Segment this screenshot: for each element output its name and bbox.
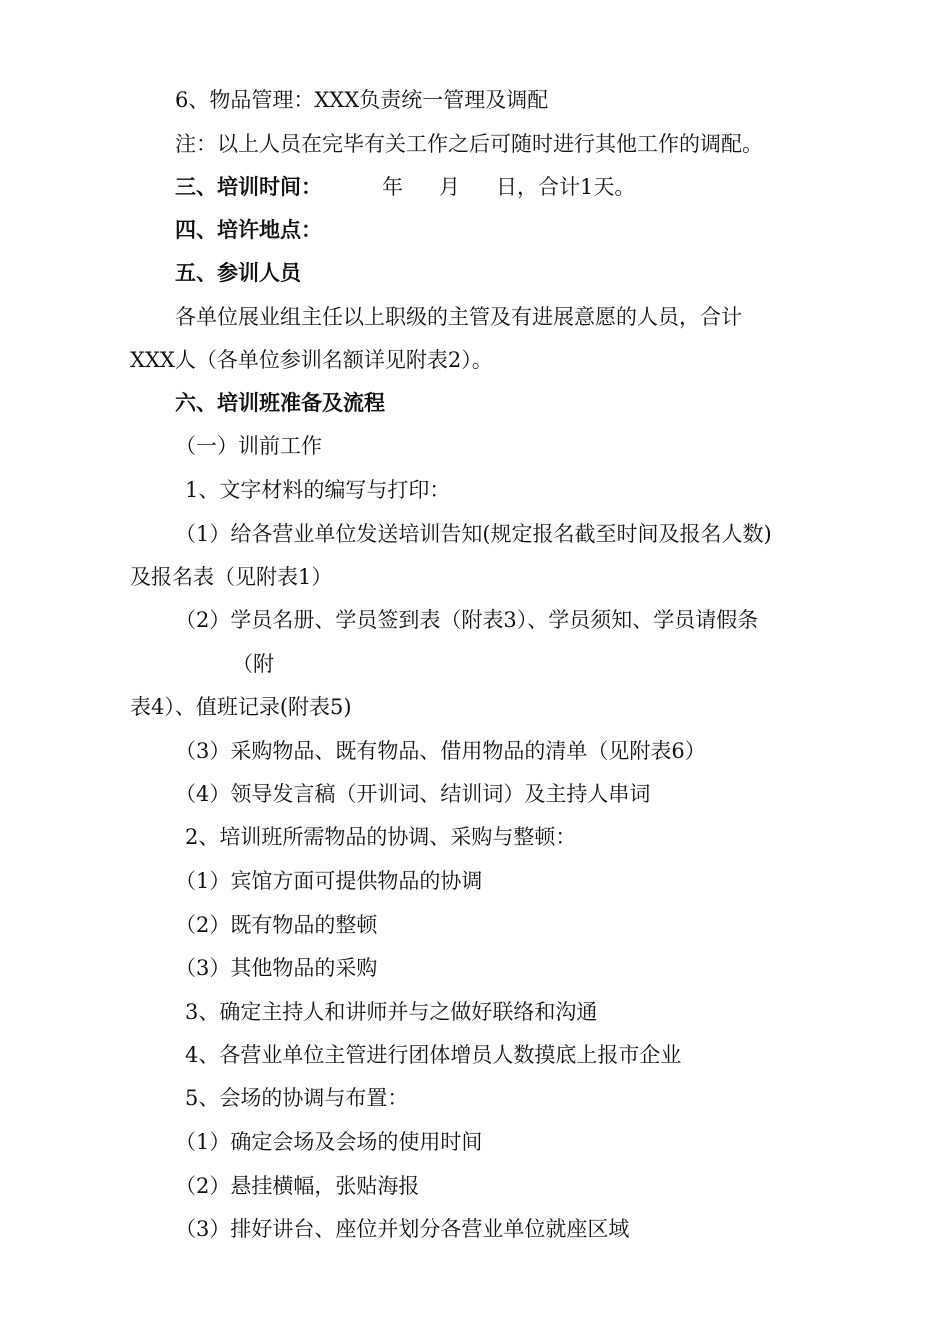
item-2-1-hotel: （1）宾馆方面可提供物品的协调 [175, 869, 483, 893]
section-5-heading: 五、参训人员 [175, 261, 301, 285]
item-1-2-roster-wrap: （附 [232, 652, 274, 676]
day-label: 日，合计1天。 [496, 175, 636, 199]
item-2-supplies: 2、培训班所需物品的协调、采购与整顿： [185, 825, 577, 849]
item-6-goods-management: 6、物品管理：XXX负责统一管理及调配 [175, 88, 549, 112]
month-label: 月 [439, 175, 460, 199]
item-3-host-lecturer: 3、确定主持人和讲师并与之做好联络和沟通 [185, 1000, 598, 1024]
item-5-2-banner: （2）悬挂横幅，张贴海报 [175, 1174, 420, 1198]
item-2-3-other: （3）其他物品的采购 [175, 956, 378, 980]
participants-paragraph: 各单位展业组主任以上职级的主管及有进展意愿的人员，合计 [175, 305, 742, 329]
section-3-heading: 三、培训时间： [175, 175, 322, 199]
item-2-2-existing: （2）既有物品的整顿 [175, 913, 378, 937]
subsection-1-heading: （一）训前工作 [175, 434, 322, 458]
year-label: 年 [382, 175, 403, 199]
item-1-1-notice-cont: 及报名表（见附表1） [130, 565, 333, 589]
item-1-2-roster: （2）学员名册、学员签到表（附表3）、学员须知、学员请假条 [175, 608, 759, 632]
item-5-venue: 5、会场的协调与布置： [185, 1086, 409, 1110]
section-3-training-time [175, 172, 635, 202]
item-1-4-speech: （4）领导发言稿（开训词、结训词）及主持人串词 [175, 782, 651, 806]
participants-paragraph-cont: XXX人（各单位参训名额详见附表2）。 [130, 348, 493, 372]
item-4-headcount: 4、各营业单位主管进行团体增员人数摸底上报市企业 [185, 1043, 682, 1067]
section-4-heading: 四、培许地点： [175, 218, 322, 242]
note-paragraph: 注：以上人员在完毕有关工作之后可随时进行其他工作的调配。 [175, 132, 763, 156]
item-5-3-seating: （3）排好讲台、座位并划分各营业单位就座区域 [175, 1217, 630, 1241]
item-1-3-purchase-list: （3）采购物品、既有物品、借用物品的清单（见附表6） [175, 739, 706, 763]
item-1-2-roster-cont: 表4）、值班记录(附表5) [130, 695, 352, 719]
item-1-materials: 1、文字材料的编写与打印： [185, 478, 451, 502]
section-6-heading: 六、培训班准备及流程 [175, 391, 385, 415]
item-5-1-venue-time: （1）确定会场及会场的使用时间 [175, 1130, 483, 1154]
item-1-1-notice: （1）给各营业单位发送培训告知(规定报名截至时间及报名人数) [175, 522, 772, 546]
